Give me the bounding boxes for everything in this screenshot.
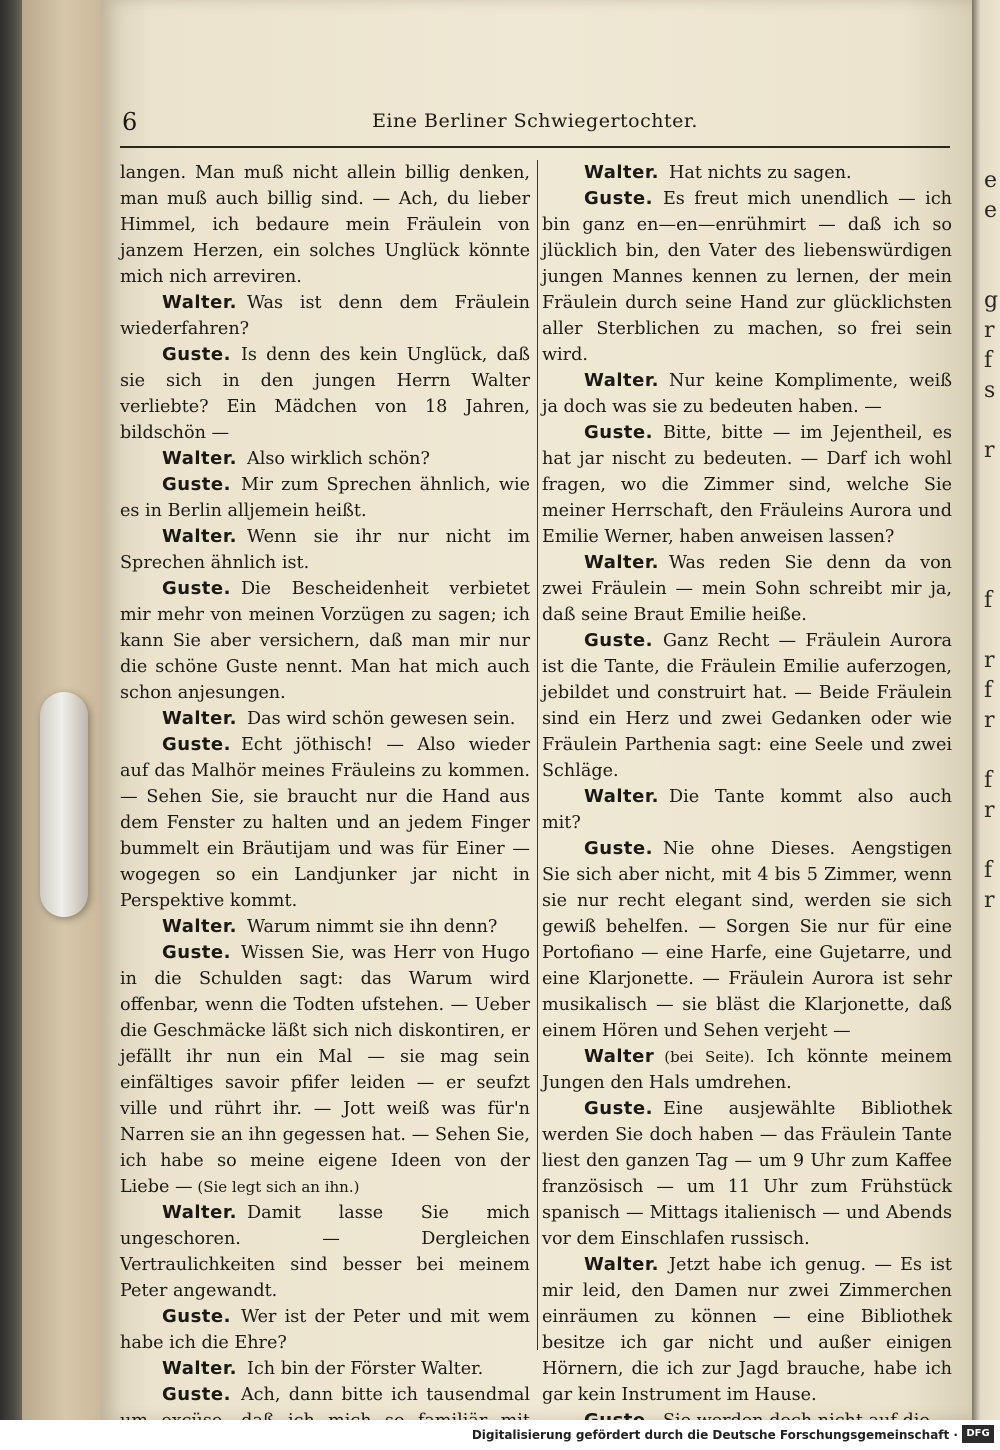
edge-glyph: r	[984, 318, 995, 343]
header-rule	[120, 146, 950, 148]
dialogue-paragraph	[120, 1356, 530, 1382]
speaker-name: Walter.	[162, 292, 237, 313]
dialogue-paragraph	[542, 836, 952, 1044]
speaker-name: Walter.	[584, 1254, 659, 1275]
dialogue-text: Die Tante kommt also auch mit?	[542, 787, 952, 833]
dialogue-text: Wenn sie ihr nur nicht im Sprechen ähnlich ist.	[120, 527, 530, 573]
dialogue-paragraph	[542, 628, 952, 784]
dialogue-text: Ich könnte meinem Jungen den Hals umdrehen.	[542, 1047, 952, 1093]
speaker-name: Guste.	[162, 734, 231, 755]
dialogue-paragraph	[120, 706, 530, 732]
speaker-name: Guste.	[584, 838, 653, 859]
stage-direction: (bei Seite).	[664, 1048, 767, 1066]
dialogue-text: Mir zum Sprechen ähnlich, wie es in Berlin alljemein heißt.	[120, 475, 530, 521]
column-divider	[537, 160, 538, 1350]
dialogue-text: langen. Man muß nicht allein billig denken, man muß auch billig sind. — Ach, du lieber Himmel, ich bedaure mein Fräulein von janzem Herzen, ein solches Unglück könnte mich nich arreviren.	[120, 163, 530, 287]
book-spine	[0, 0, 22, 1450]
dialogue-text: Is denn des kein Unglück, daß sie sich in den jungen Herrn Walter verliebte? Ein Mädchen von 18 Jahren, bildschön —	[120, 345, 530, 443]
dialogue-text: Echt jöthisch! — Also wieder auf das Malhör meines Fräuleins zu kommen. — Sehen Sie, sie braucht nur die Hand aus dem Fenster zu halten und an jedem Finger bummelt ein Bräutijam und was für Einer — wogegen so ein Landjunker jar nicht in Perspektive kommt.	[120, 735, 530, 911]
speaker-name: Guste.	[584, 1098, 653, 1119]
left-column	[120, 160, 530, 1450]
dialogue-text: Jetzt habe ich genug. — Es ist mir leid, den Damen nur zwei Zimmerchen einräumen zu können — eine Bibliothek besitze ich gar nicht und außer einigen Hörnern, die ich zur Jagd brauche, habe ich gar kein Instrument im Hause.	[542, 1255, 952, 1405]
speaker-name: Guste.	[584, 422, 653, 443]
dialogue-paragraph	[120, 160, 530, 290]
dialogue-paragraph	[542, 368, 952, 420]
speaker-name: Walter.	[584, 162, 659, 183]
dialogue-text: Nur keine Komplimente, weiß ja doch was sie zu bedeuten haben. —	[542, 371, 952, 417]
dialogue-text: Ich bin der Förster Walter.	[247, 1359, 484, 1379]
dialogue-text: Eine ausjewählte Bibliothek werden Sie doch haben — das Fräulein Tante liest den ganzen Tag — um 9 Uhr zum Kaffee französisch — um 11 Uhr zum Frühstück spanisch — Mittags italienisch — und Abends vor dem Einschlafen russisch.	[542, 1099, 952, 1249]
speaker-name: Walter	[584, 1046, 655, 1067]
dialogue-paragraph	[542, 186, 952, 368]
speaker-name: Walter.	[162, 708, 237, 729]
dialogue-text: Also wirklich schön?	[247, 449, 430, 469]
footer-credit: Digitalisierung gefördert durch die Deutsche Forschungsgemeinschaft ·	[471, 1428, 958, 1442]
dialogue-text: Ach, dann bitte ich tausendmal	[240, 1385, 530, 1405]
dialogue-text: Hat nichts zu sagen.	[669, 163, 852, 183]
right-column	[542, 160, 952, 1434]
speaker-name: Guste.	[162, 344, 231, 365]
dialogue-paragraph	[542, 550, 952, 628]
dialogue-paragraph	[120, 446, 530, 472]
dialogue-paragraph	[120, 472, 530, 524]
scanner-thumb	[40, 692, 88, 917]
edge-glyph: r	[984, 888, 995, 913]
dialogue-paragraph	[120, 1304, 530, 1356]
speaker-name: Walter.	[584, 370, 659, 391]
edge-glyph: f	[984, 858, 993, 883]
speaker-name: Walter.	[162, 448, 237, 469]
speaker-name: Walter.	[584, 552, 659, 573]
speaker-name: Walter.	[162, 526, 237, 547]
edge-glyph: f	[984, 678, 993, 703]
dialogue-paragraph	[120, 940, 530, 1200]
dialogue-text: Was ist denn dem Fräulein wiederfahren?	[120, 293, 530, 339]
speaker-name: Guste.	[162, 942, 231, 963]
edge-glyph: e	[984, 198, 998, 223]
dialogue-paragraph	[542, 1252, 952, 1408]
speaker-name: Guste.	[162, 474, 231, 495]
dialogue-paragraph	[120, 342, 530, 446]
speaker-name: Walter.	[162, 1358, 237, 1379]
edge-glyph: r	[984, 648, 995, 673]
edge-glyph: g	[984, 288, 999, 313]
dialogue-paragraph	[542, 160, 952, 186]
speaker-name: Guste.	[584, 188, 653, 209]
page-number: 6	[122, 108, 138, 136]
dialogue-text: Warum nimmt sie ihn denn?	[247, 917, 498, 937]
speaker-name: Walter.	[162, 916, 237, 937]
dialogue-paragraph	[542, 1096, 952, 1252]
edge-glyph: f	[984, 588, 993, 613]
page-header	[120, 108, 950, 144]
edge-glyph: f	[984, 768, 993, 793]
edge-glyph: e	[984, 168, 998, 193]
dialogue-paragraph	[120, 914, 530, 940]
dialogue-text: Bitte, bitte — im Jejentheil, es hat jar nischt zu bedeuten. — Darf ich wohl fragen, wo die Zimmer sind, welche Sie meiner Herrschaft, den Fräuleins Aurora und Emilie Werner, haben anweisen lassen?	[542, 423, 952, 547]
edge-glyph: s	[984, 378, 996, 403]
dialogue-text: Es freut mich unendlich — ich bin ganz en—en—enrühmirt — daß ich so jlücklich bin, den Vater des liebenswürdigen jungen Mannes kennen zu lernen, der mein Fräulein durch seine Hand zur glücklichsten aller Sterblichen zu machen, so frei sein wird.	[542, 189, 952, 365]
speaker-name: Walter.	[584, 786, 659, 807]
dialogue-text: Das wird schön gewesen sein.	[247, 709, 516, 729]
dialogue-paragraph	[120, 732, 530, 914]
dialogue-text: Ganz Recht — Fräulein Aurora ist die Tante, die Fräulein Emilie auferzogen, jebildet und construirt hat. — Beide Fräulein sind ein Herz und zwei Gedanken oder wie Fräulein Parthenia sagt: eine Seele und zwei Schläge.	[542, 631, 952, 781]
stage-direction: (Sie legt sich an ihn.)	[192, 1178, 360, 1196]
dialogue-text: Wer ist der Peter und mit wem habe ich die Ehre?	[120, 1307, 530, 1353]
dialogue-text: Wissen Sie, was Herr von Hugo in die Schulden sagt: das Warum wird offenbar, wenn die Todten ufstehen. — Ueber die Geschmäcke läßt sich nich diskontiren, er jefällt ihr nun ein Mal — sie mag sein einfältiges savoir pfifer leiden — er seufzt ville und rührt ihr. — Jott weiß was für'n Narren sie an ihn gegessen hat. — Sehen Sie, ich habe so meine eigene Ideen von der Liebe —	[120, 943, 530, 1197]
speaker-name: Guste.	[584, 630, 653, 651]
dialogue-paragraph	[120, 1200, 530, 1304]
dialogue-paragraph	[542, 1044, 952, 1096]
speaker-name: Guste.	[162, 1384, 231, 1405]
dialogue-text: Damit lasse Sie mich ungeschoren. — Dergleichen Vertraulichkeiten sind besser bei meinem Peter angewandt.	[120, 1203, 530, 1301]
running-title: Eine Berliner Schwiegertochter.	[372, 110, 698, 132]
next-page-edge	[972, 0, 1000, 1420]
dfg-logo: DFG	[962, 1425, 994, 1443]
dialogue-paragraph	[120, 576, 530, 706]
edge-glyph: r	[984, 438, 995, 463]
dialogue-text: Die Bescheidenheit verbietet mir mehr von meinen Vorzügen zu sagen; ich kann Sie aber versichern, daß man mir nur die schöne Guste nennt. Man hat mich auch schon anjesungen.	[120, 579, 530, 703]
edge-glyph: r	[984, 708, 995, 733]
edge-glyph: f	[984, 348, 993, 373]
speaker-name: Guste.	[162, 578, 231, 599]
dialogue-text: Was reden Sie denn da von zwei Fräulein — mein Sohn schreibt mir ja, daß seine Braut Emilie heiße.	[542, 553, 952, 625]
dialogue-paragraph	[542, 420, 952, 550]
edge-glyph: r	[984, 798, 995, 823]
dialogue-paragraph	[120, 524, 530, 576]
dialogue-text: Nie ohne Dieses. Aengstigen Sie sich aber nicht, mit 4 bis 5 Zimmer, wenn sie nur recht elegant sind, werden sie sich gewiß behelfen. — Sorgen Sie nur für eine Portofiano — eine Harfe, eine Gujetarre, und eine Klarjonette. — Fräulein Aurora ist sehr musikalisch — sie bläst die Klarjonette, daß einem Hören und Sehen verjeht —	[542, 839, 952, 1041]
speaker-name: Walter.	[162, 1202, 237, 1223]
dialogue-paragraph	[120, 290, 530, 342]
speaker-name: Guste.	[162, 1306, 231, 1327]
dialogue-paragraph	[542, 784, 952, 836]
